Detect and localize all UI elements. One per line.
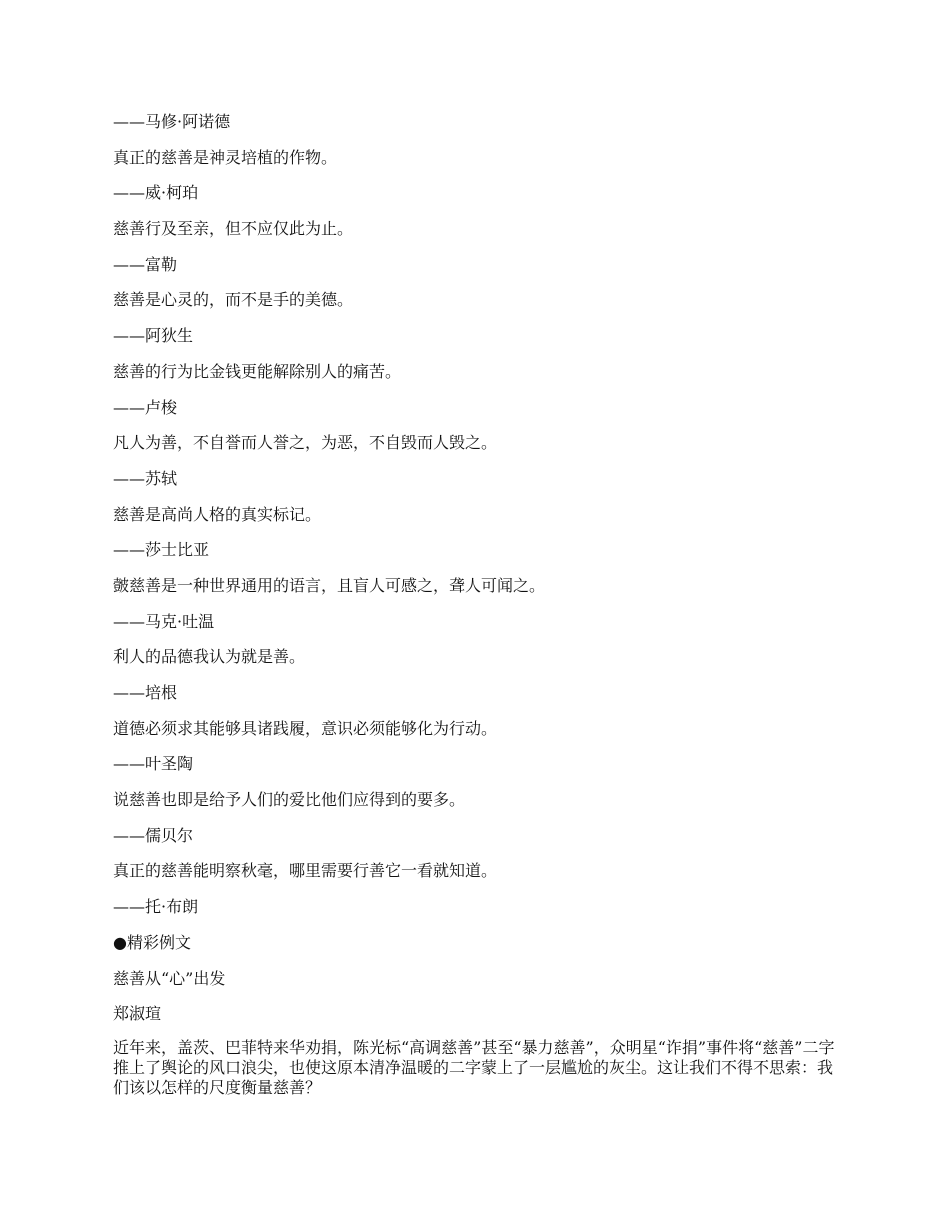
section-heading: ●精彩例文 — [113, 932, 191, 952]
quote-text: 慈善的行为比金钱更能解除别人的痛苦。 — [113, 361, 402, 381]
quote-text: 慈善是心灵的，而不是手的美德。 — [113, 290, 354, 310]
essay-paragraph: 近年来，盖茨、巴菲特来华劝捐，陈光标“高调慈善”甚至“暴力慈善”，众明星“诈捐”事件将“慈善”二字推上了舆论的风口浪尖，也使这原本清净温暖的二字蒙上了一层尴尬的灰尘。这让我们不得不思索：我们该以怎样的尺度衡量慈善？ — [113, 1037, 835, 1097]
quote-text: 皼慈善是一种世界通用的语言，且盲人可感之，聋人可闻之。 — [113, 575, 546, 595]
quote-author: ——威·柯珀 — [113, 183, 199, 203]
quote-author: ——苏轼 — [113, 468, 178, 488]
quote-text: 说慈善也即是给予人们的爱比他们应得到的要多。 — [113, 790, 466, 810]
document-content — [113, 110, 843, 1098]
quote-text: 真正的慈善是神灵培植的作物。 — [113, 147, 338, 167]
quote-text: 真正的慈善能明察秋毫，哪里需要行善它一看就知道。 — [113, 861, 498, 881]
quote-author: ——托·布朗 — [113, 897, 199, 917]
quote-author: ——阿狄生 — [113, 326, 194, 346]
essay-author: 郑淑瑄 — [113, 1004, 162, 1024]
quote-text: 利人的品德我认为就是善。 — [113, 647, 306, 667]
quote-author: ——培根 — [113, 683, 178, 702]
quote-text: 慈善是高尚人格的真实标记。 — [113, 504, 322, 524]
quote-author: ——儒贝尔 — [113, 825, 194, 845]
quote-author: ——卢梭 — [113, 397, 178, 417]
quote-text: 凡人为善，不自誉而人誉之，为恶，不自毁而人毁之。 — [113, 433, 498, 453]
quote-author: ——叶圣陶 — [113, 754, 194, 774]
quote-text: 道德必须求其能够具诸践履，意识必须能够化为行动。 — [113, 718, 498, 738]
quote-author: ——马修·阿诺德 — [113, 112, 231, 131]
quote-author: ——马克·吐温 — [113, 611, 215, 631]
essay-title: 慈善从“心”出发 — [113, 968, 226, 988]
quote-author: ——莎士比亚 — [113, 540, 210, 560]
quote-text: 慈善行及至亲，但不应仅此为止。 — [113, 219, 354, 239]
quote-author: ——富勒 — [113, 254, 178, 274]
